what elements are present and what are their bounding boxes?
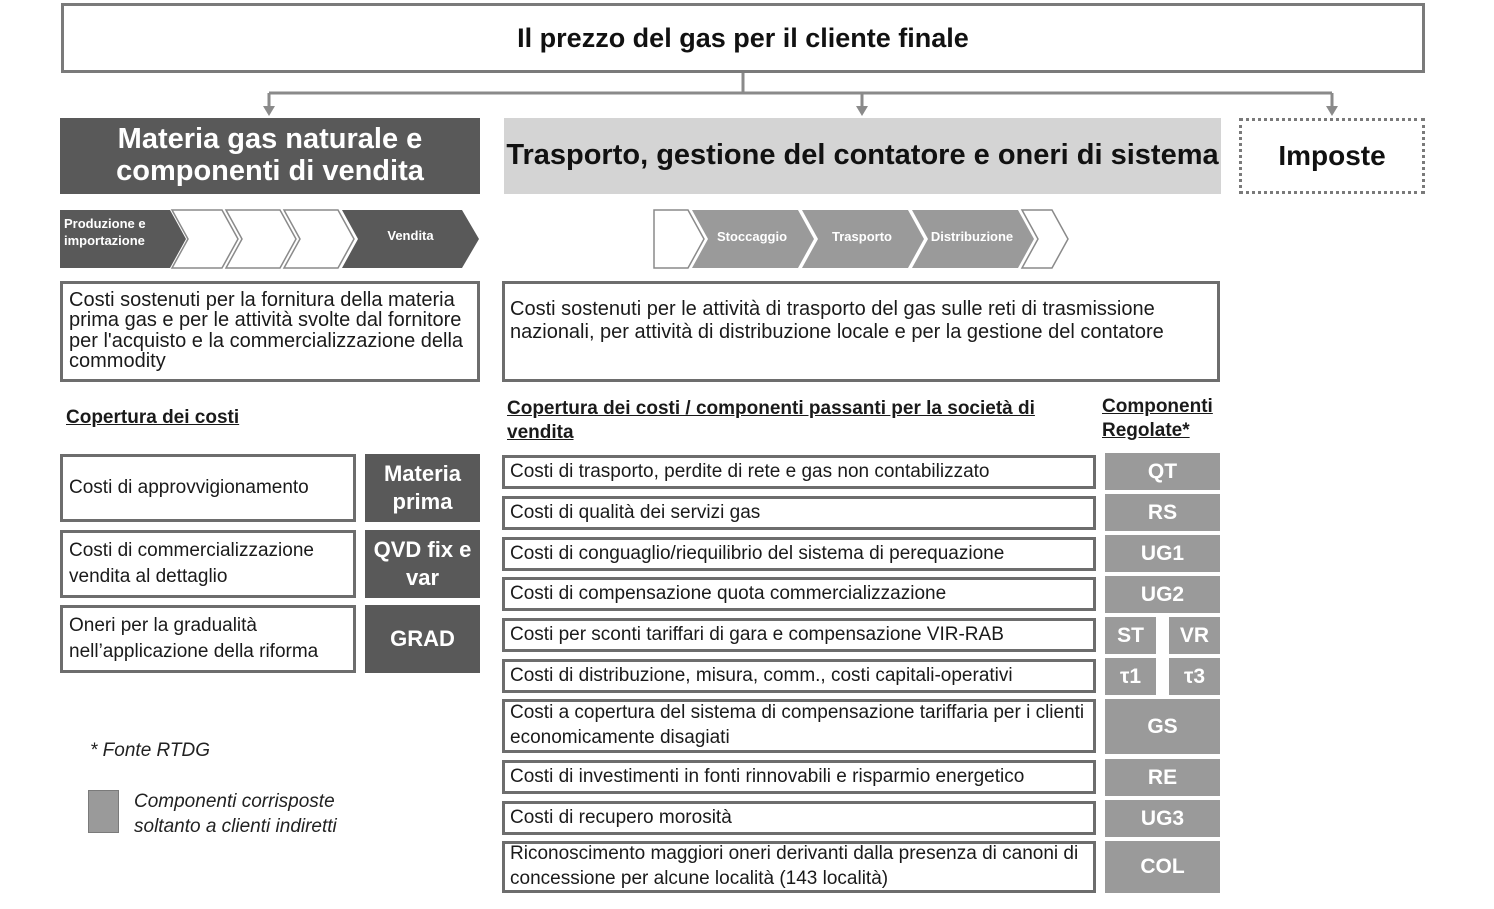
code-ug1: UG1	[1105, 535, 1220, 572]
cost-row-rinnovabili: Costi di investimenti in fonti rinnovabili e risparmio energetico	[502, 760, 1096, 794]
cost-row-qualita: Costi di qualità dei servizi gas	[502, 496, 1096, 530]
cost-row-trasporto: Costi di trasporto, perdite di rete e gas non contabilizzato	[502, 455, 1096, 489]
chevron-blank-start	[654, 210, 704, 268]
page-title: Il prezzo del gas per il cliente finale	[61, 3, 1425, 73]
cost-row-disagiati: Costi a copertura del sistema di compensazione tariffaria per i clienti economicamente disagiati	[502, 699, 1096, 753]
chevron-distribuzione-label: Distribuzione	[930, 229, 1014, 244]
left-row-gradualita: Oneri per la gradualità nell’applicazione della riforma	[60, 605, 356, 673]
code-materia-prima: Materia prima	[365, 454, 480, 522]
cost-row-sconti: Costi per sconti tariffari di gara e compensazione VIR-RAB	[502, 618, 1096, 652]
left-description: Costi sostenuti per la fornitura della materia prima gas e per le attività svolte dal fornitore per l'acquisto e la commercializzazione della commodity	[60, 281, 480, 382]
left-row-approvvigionamento: Costi di approvvigionamento	[60, 454, 356, 522]
left-coverage-heading: Copertura dei costi	[66, 407, 240, 428]
column-header-imposte: Imposte	[1239, 118, 1425, 194]
column-header-materia-gas: Materia gas naturale e componenti di vendita	[60, 118, 480, 194]
code-rs: RS	[1105, 494, 1220, 531]
cost-row-conguaglio: Costi di conguaglio/riequilibrio del sistema di perequazione	[502, 537, 1096, 571]
regulated-components-heading: Componenti Regolate*	[1102, 396, 1213, 441]
code-grad: GRAD	[365, 605, 480, 673]
code-ug2: UG2	[1105, 576, 1220, 613]
code-re: RE	[1105, 759, 1220, 796]
code-tau3: τ3	[1169, 658, 1220, 695]
chevron-produzione-label: Produzione e importazione	[64, 216, 146, 248]
cost-row-distribuzione: Costi di distribuzione, misura, comm., costi capitali-operativi	[502, 659, 1096, 693]
cost-row-morosita: Costi di recupero morosità	[502, 801, 1096, 835]
supply-chain-left	[58, 208, 483, 270]
source-note: * Fonte RTDG	[90, 740, 211, 761]
code-qt: QT	[1105, 453, 1220, 490]
chevron-trasporto-label: Trasporto	[832, 229, 892, 244]
code-ug3: UG3	[1105, 800, 1220, 837]
middle-coverage-heading: Copertura dei costi / componenti passanti per la società di vendita	[507, 398, 1035, 443]
left-row-commercializzazione: Costi di commercializzazione vendita al dettaglio	[60, 530, 356, 598]
legend-swatch	[88, 790, 119, 833]
supply-chain-middle	[652, 208, 1077, 270]
column-header-trasporto: Trasporto, gestione del contatore e oneri di sistema	[504, 118, 1221, 194]
code-vr: VR	[1169, 617, 1220, 654]
cost-row-compensazione: Costi di compensazione quota commercializzazione	[502, 577, 1096, 611]
code-col: COL	[1105, 841, 1220, 893]
cost-row-canoni: Riconoscimento maggiori oneri derivanti dalla presenza di canoni di concessione per alcune località (143 località)	[502, 841, 1096, 893]
code-st: ST	[1105, 617, 1156, 654]
code-gs: GS	[1105, 699, 1220, 754]
chevron-vendita-label: Vendita	[387, 228, 434, 243]
code-qvd: QVD fix e var	[365, 530, 480, 598]
legend-label: Componenti corrisposte soltanto a clienti indiretti	[134, 791, 337, 838]
chevron-stoccaggio-label: Stoccaggio	[716, 229, 788, 244]
middle-description: Costi sostenuti per le attività di trasporto del gas sulle reti di trasmissione nazionali, per attività di distribuzione locale e per la gestione del contatore	[502, 281, 1220, 382]
code-tau1: τ1	[1105, 658, 1156, 695]
